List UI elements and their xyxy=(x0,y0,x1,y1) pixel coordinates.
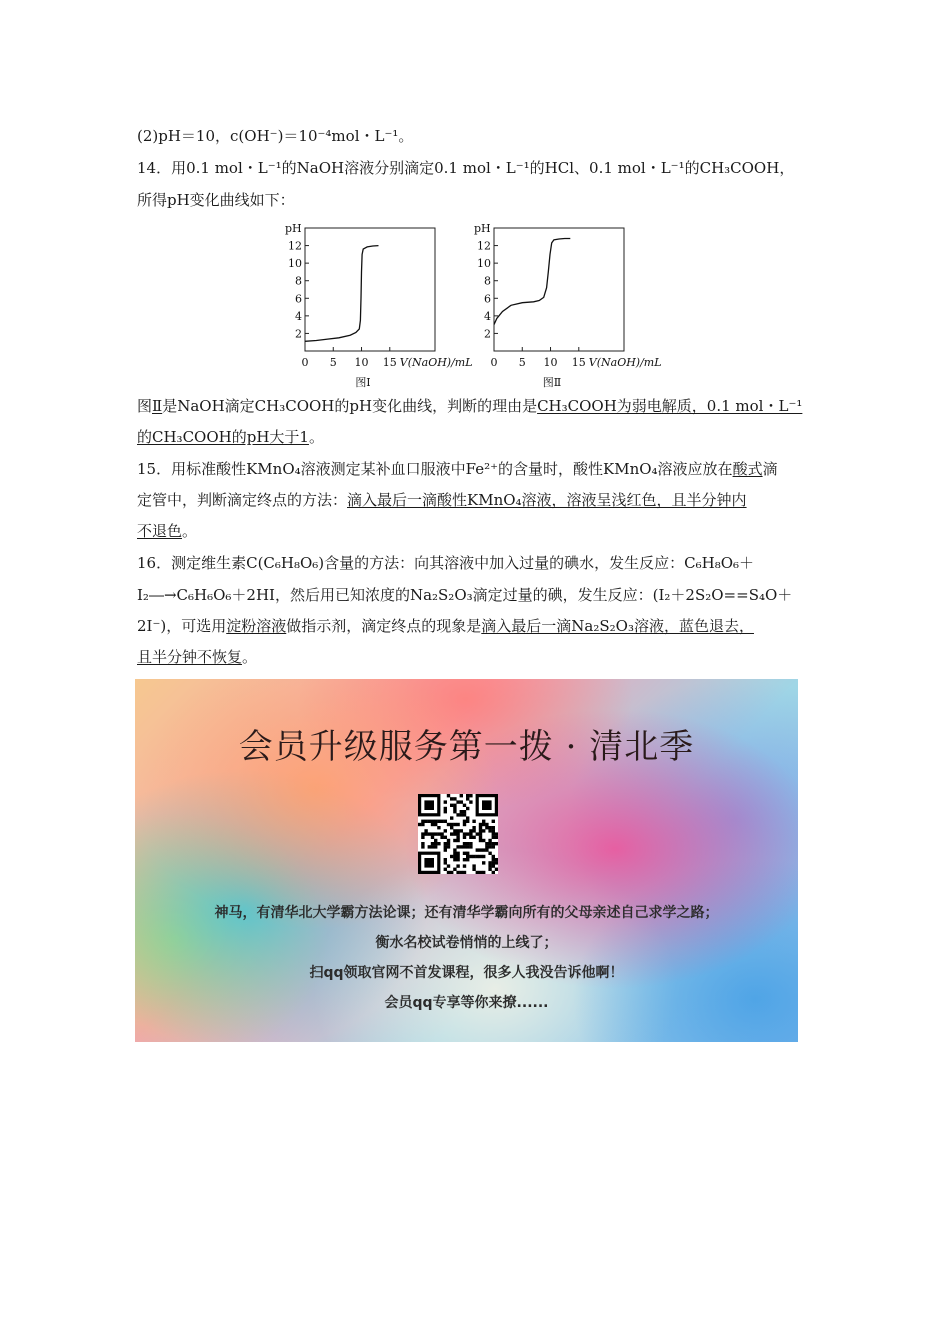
qr-module xyxy=(463,804,466,807)
qr-module xyxy=(469,836,472,839)
chart1-y-tick-label-2: 6 xyxy=(295,292,302,306)
qr-module xyxy=(428,845,431,848)
qr-module xyxy=(453,855,456,858)
qr-module xyxy=(485,826,488,829)
qr-module xyxy=(472,829,475,832)
qr-module xyxy=(437,820,440,823)
qr-module xyxy=(466,820,469,823)
qr-module xyxy=(469,845,472,848)
qr-module xyxy=(453,829,456,832)
qr-module xyxy=(469,855,472,858)
qr-module xyxy=(466,816,469,819)
qr-code-svg xyxy=(418,794,498,874)
qr-module xyxy=(479,871,482,874)
qr-module xyxy=(492,861,495,864)
qr-module xyxy=(437,842,440,845)
chart1-y-tick-label-0: 2 xyxy=(295,327,302,341)
qr-module xyxy=(453,848,456,851)
qr-module xyxy=(463,845,466,848)
qr-module xyxy=(440,832,443,835)
qr-module xyxy=(472,868,475,871)
q14-answer-blank2-cont: 的CH₃COOH的pH大于1 xyxy=(137,428,309,446)
q14-answer-line2 xyxy=(137,427,324,447)
chart2-y-tick-label-2: 6 xyxy=(484,292,491,306)
qr-module xyxy=(482,861,485,864)
chart1-y-tick-label-5: 12 xyxy=(288,239,302,253)
qr-module xyxy=(444,820,447,823)
qr-module xyxy=(472,855,475,858)
qr-module xyxy=(456,832,459,835)
chart1-y-tick-label-4: 10 xyxy=(288,257,302,271)
qr-module xyxy=(492,832,495,835)
q14-answer-end: 。 xyxy=(308,428,324,446)
qr-module xyxy=(453,797,456,800)
qr-module xyxy=(450,832,453,835)
qr-module xyxy=(447,839,450,842)
qr-module xyxy=(450,797,453,800)
qr-module xyxy=(482,855,485,858)
qr-module xyxy=(434,820,437,823)
qr-module xyxy=(476,871,479,874)
qr-module xyxy=(456,800,459,803)
qr-module xyxy=(450,871,453,874)
qr-module xyxy=(492,845,495,848)
qr-module xyxy=(495,868,498,871)
qr-module xyxy=(466,852,469,855)
qr-module xyxy=(444,807,447,810)
qr-module xyxy=(482,823,485,826)
qr-module xyxy=(472,864,475,867)
qr-module xyxy=(495,861,498,864)
qr-module xyxy=(456,855,459,858)
qr-module xyxy=(453,832,456,835)
qr-module xyxy=(460,800,463,803)
q16-line4-end: 。 xyxy=(242,648,258,666)
qr-module xyxy=(479,829,482,832)
qr-module xyxy=(421,836,424,839)
qr-module xyxy=(492,826,495,829)
qr-module xyxy=(466,832,469,835)
qr-module xyxy=(485,823,488,826)
qr-module xyxy=(492,820,495,823)
qr-module xyxy=(476,855,479,858)
qr-module xyxy=(431,832,434,835)
qr-module xyxy=(460,794,463,797)
qr-module xyxy=(428,832,431,835)
qr-module xyxy=(431,845,434,848)
chart1-ylabel: pH xyxy=(285,222,302,235)
qr-module xyxy=(488,829,491,832)
qr-module xyxy=(444,848,447,851)
chart2-curve xyxy=(494,239,570,325)
chart1-y-tick-label-3: 8 xyxy=(295,274,302,288)
qr-module xyxy=(469,842,472,845)
q14-line1: 14．用0.1 mol・L⁻¹的NaOH溶液分别滴定0.1 mol・L⁻¹的HCl、0.1 mol・L⁻¹的CH₃COOH， xyxy=(137,159,795,177)
qr-module xyxy=(444,800,447,803)
titration-charts xyxy=(283,219,663,389)
qr-module xyxy=(450,804,453,807)
chart1-title: 图Ⅰ xyxy=(355,376,371,389)
qr-module xyxy=(434,832,437,835)
qr-module xyxy=(466,807,469,810)
qr-module xyxy=(444,858,447,861)
qr-module xyxy=(447,864,450,867)
qr-module xyxy=(418,823,421,826)
q16-blank-phenomenon: 滴入最后一滴Na₂S₂O₃溶液，蓝色退去， xyxy=(481,617,754,635)
chart2-x-tick-label-3: 15 xyxy=(571,356,586,369)
q15-line1-end: 滴 xyxy=(762,460,778,478)
q14-answer-blank2: CH₃COOH为弱电解质，0.1 mol・L⁻¹ xyxy=(537,397,803,415)
qr-module xyxy=(431,842,434,845)
qr-module xyxy=(492,871,495,874)
qr-module xyxy=(421,832,424,835)
qr-module xyxy=(450,826,453,829)
qr-module xyxy=(482,839,485,842)
chart1-x-tick-label-0: 0 xyxy=(301,356,309,369)
chart2-y-tick-label-3: 8 xyxy=(484,274,491,288)
qr-code-icon[interactable] xyxy=(418,794,498,874)
qr-module xyxy=(463,810,466,813)
qr-finder-eye-tr xyxy=(482,800,492,810)
qr-module xyxy=(456,823,459,826)
q15-line2 xyxy=(137,490,747,510)
q15-line3-end: 。 xyxy=(182,522,198,540)
qr-module xyxy=(444,868,447,871)
qr-module xyxy=(479,836,482,839)
qr-module xyxy=(488,839,491,842)
qr-module xyxy=(460,871,463,874)
q15-blank-acid: 酸式 xyxy=(732,460,763,478)
chart1-x-tick-label-1: 5 xyxy=(329,356,337,369)
qr-module xyxy=(453,868,456,871)
qr-module xyxy=(424,820,427,823)
banner-line-4: 会员qq专享等你来撩...... xyxy=(384,995,549,1011)
q15-line1 xyxy=(137,459,778,479)
qr-module xyxy=(421,845,424,848)
qr-module xyxy=(444,829,447,832)
chart2-x-tick-label-1: 5 xyxy=(518,356,526,369)
qr-module xyxy=(492,829,495,832)
qr-module xyxy=(424,832,427,835)
qr-module xyxy=(469,829,472,832)
qr-module xyxy=(453,823,456,826)
qr-module xyxy=(456,858,459,861)
qr-module xyxy=(447,823,450,826)
qr-module xyxy=(431,836,434,839)
qr-module xyxy=(456,864,459,867)
qr-module xyxy=(456,852,459,855)
qr-module xyxy=(447,842,450,845)
qr-module xyxy=(488,845,491,848)
q15-line1-prefix: 15．用标准酸性KMnO₄溶液测定某补血口服液中Fe²⁺的含量时，酸性KMnO₄溶液应放在 xyxy=(137,460,733,478)
qr-module xyxy=(492,864,495,867)
qr-module xyxy=(488,842,491,845)
qr-module xyxy=(456,836,459,839)
q14-answer-line1 xyxy=(137,396,802,416)
qr-module xyxy=(460,810,463,813)
q16-line3-mid: 做指示剂，滴定终点的现象是 xyxy=(286,617,482,635)
qr-module xyxy=(453,807,456,810)
promo-banner[interactable] xyxy=(135,679,798,1042)
qr-module xyxy=(434,823,437,826)
q14-answer-prefix: 图 xyxy=(137,397,153,415)
qr-module xyxy=(447,871,450,874)
qr-module xyxy=(476,832,479,835)
chart2-y-tick-label-4: 10 xyxy=(477,257,491,271)
qr-module xyxy=(447,794,450,797)
qr-module xyxy=(450,823,453,826)
qr-module xyxy=(424,829,427,832)
qr-module xyxy=(463,820,466,823)
qr-module xyxy=(450,855,453,858)
qr-module xyxy=(472,826,475,829)
qr-module xyxy=(434,842,437,845)
qr-module xyxy=(456,839,459,842)
qr-module xyxy=(440,836,443,839)
qr-module xyxy=(421,820,424,823)
q16-line3 xyxy=(137,616,754,636)
qr-module xyxy=(456,813,459,816)
qr-module xyxy=(463,858,466,861)
qr-module xyxy=(479,848,482,851)
qr-module xyxy=(482,848,485,851)
chart2-x-tick-label-2: 10 xyxy=(543,356,558,369)
q16-blank-indicator: 淀粉溶液 xyxy=(226,617,287,635)
qr-module xyxy=(469,794,472,797)
banner-line-2: 衡水名校试卷悄悄的上线了； xyxy=(375,935,558,951)
qr-module xyxy=(460,813,463,816)
qr-module xyxy=(482,820,485,823)
qr-module xyxy=(479,839,482,842)
chart2-x-tick-label-0: 0 xyxy=(490,356,498,369)
qr-module xyxy=(479,826,482,829)
qr-module xyxy=(463,823,466,826)
chart2-y-tick-label-5: 12 xyxy=(477,239,491,253)
q15-line3 xyxy=(137,521,197,541)
qr-module xyxy=(469,832,472,835)
qr-module xyxy=(463,832,466,835)
banner-line-3: 扫qq领取官网不首发课程，很多人我没告诉他啊！ xyxy=(309,965,624,981)
qr-module xyxy=(492,858,495,861)
qr-module xyxy=(466,794,469,797)
qr-module xyxy=(463,871,466,874)
qr-module xyxy=(453,858,456,861)
qr-module xyxy=(460,845,463,848)
qr-module xyxy=(444,836,447,839)
qr-module xyxy=(456,829,459,832)
qr-module xyxy=(444,810,447,813)
chart1-x-tick-label-3: 15 xyxy=(382,356,397,369)
qr-module xyxy=(479,832,482,835)
qr-module xyxy=(482,871,485,874)
qr-module xyxy=(463,852,466,855)
chart2-ylabel: pH xyxy=(474,222,491,235)
qr-module xyxy=(492,855,495,858)
qr-module xyxy=(495,836,498,839)
qr-module xyxy=(485,845,488,848)
chart2-y-tick-label-1: 4 xyxy=(484,309,491,323)
q16-line1: 16．测定维生素C(C₆H₈O₆)含量的方法：向其溶液中加入过量的碘水，发生反应：C₆H₈O₆＋ xyxy=(137,554,755,572)
qr-module xyxy=(488,852,491,855)
qr-module xyxy=(479,823,482,826)
qr-module xyxy=(466,842,469,845)
qr-module xyxy=(466,845,469,848)
qr-module xyxy=(495,858,498,861)
qr-module xyxy=(437,832,440,835)
qr-module xyxy=(488,861,491,864)
qr-module xyxy=(456,845,459,848)
qr-module xyxy=(479,855,482,858)
q16-blank-phenomenon-cont: 且半分钟不恢复 xyxy=(137,648,243,666)
qr-module xyxy=(466,855,469,858)
qr-module xyxy=(485,848,488,851)
qr-module xyxy=(434,845,437,848)
qr-module xyxy=(466,858,469,861)
qr-module xyxy=(463,842,466,845)
qr-module xyxy=(488,826,491,829)
q16-line2: I₂―→C₆H₆O₆＋2HI，然后用已知浓度的Na₂S₂O₃滴定过量的碘，发生反应：(I₂＋2S₂O==S₄O＋ xyxy=(137,586,793,604)
qr-finder-eye-tl xyxy=(424,800,434,810)
q14-answer-mid: 是NaOH滴定CH₃COOH的pH变化曲线，判断的理由是 xyxy=(162,397,538,415)
chart1-curve xyxy=(305,246,379,342)
question-13-part2 xyxy=(137,126,413,146)
qr-module xyxy=(472,836,475,839)
qr-module xyxy=(485,842,488,845)
qr-module xyxy=(460,829,463,832)
qr-finder-eye-bl xyxy=(424,858,434,868)
qr-module xyxy=(421,842,424,845)
qr-module xyxy=(472,820,475,823)
chart1-x-tick-label-2: 10 xyxy=(354,356,369,369)
qr-module xyxy=(453,804,456,807)
banner-line-1: 神马，有清华北大学霸方法论课；还有清华学霸向所有的父母亲述自己求学之路； xyxy=(214,905,719,921)
qr-module xyxy=(469,800,472,803)
qr-module xyxy=(434,839,437,842)
chart1-y-tick-label-1: 4 xyxy=(295,309,302,323)
qr-module xyxy=(495,842,498,845)
q14-line2: 所得pH变化曲线如下： xyxy=(137,191,295,209)
qr-module xyxy=(431,823,434,826)
banner-text-lines xyxy=(135,898,798,1018)
qr-module xyxy=(421,823,424,826)
qr-module xyxy=(492,842,495,845)
qr-module xyxy=(476,848,479,851)
qr-module xyxy=(463,864,466,867)
q16-line4 xyxy=(137,647,257,667)
qr-module xyxy=(488,864,491,867)
qr-module xyxy=(453,839,456,842)
chart1-xlabel: V(NaOH)/mL xyxy=(399,356,473,369)
chart2-frame xyxy=(494,228,624,351)
q14-answer-blank1: Ⅱ xyxy=(152,397,163,415)
qr-module xyxy=(482,829,485,832)
qr-module xyxy=(444,845,447,848)
q15-blank-endpoint-cont: 不退色 xyxy=(137,522,183,540)
qr-module xyxy=(444,861,447,864)
qr-module xyxy=(463,813,466,816)
q16-line3-prefix: 2I⁻)，可选用 xyxy=(137,617,227,635)
titration-charts-svg xyxy=(283,219,663,389)
q15-blank-endpoint: 滴入最后一滴酸性KMnO₄溶液，溶液呈浅红色，且半分钟内 xyxy=(347,491,747,509)
banner-title: 会员升级服务第一拨 · 清北季 xyxy=(238,727,695,767)
qr-module xyxy=(495,832,498,835)
qr-module xyxy=(453,810,456,813)
qr-module xyxy=(488,868,491,871)
qr-module xyxy=(450,816,453,819)
qr-module xyxy=(447,845,450,848)
chart2-title: 图Ⅱ xyxy=(542,376,562,389)
qr-module xyxy=(466,797,469,800)
qr-module xyxy=(463,836,466,839)
chart2-y-tick-label-0: 2 xyxy=(484,327,491,341)
q15-line2-prefix: 定管中，判断滴定终点的方法： xyxy=(137,491,348,509)
chart2-xlabel: V(NaOH)/mL xyxy=(588,356,662,369)
qr-module xyxy=(444,842,447,845)
q13-text: (2)pH＝10，c(OH⁻)＝10⁻⁴mol・L⁻¹。 xyxy=(137,127,414,145)
qr-module xyxy=(440,820,443,823)
qr-module xyxy=(431,820,434,823)
qr-module xyxy=(456,871,459,874)
qr-module xyxy=(453,852,456,855)
qr-module xyxy=(428,820,431,823)
qr-module xyxy=(492,836,495,839)
qr-module xyxy=(437,826,440,829)
